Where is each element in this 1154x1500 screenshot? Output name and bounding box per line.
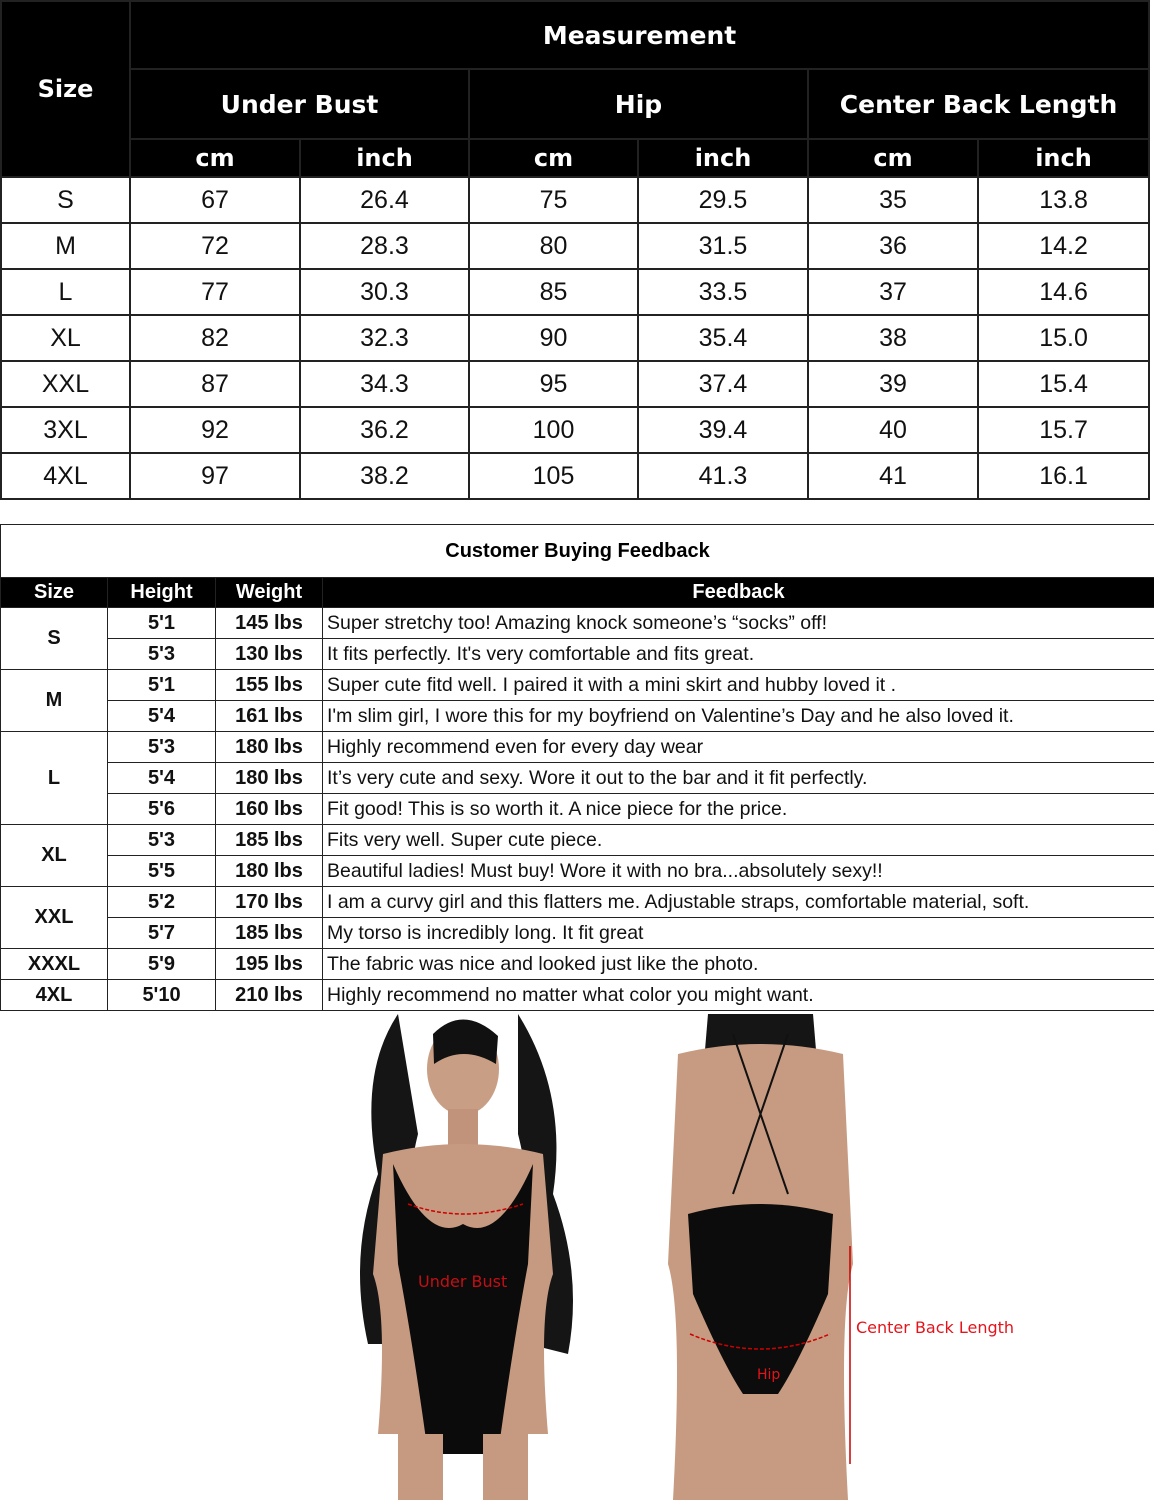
center-back-inch-cell: 14.6 [978, 269, 1149, 315]
feedback-row [1, 887, 1154, 918]
model-front-photo [338, 1014, 590, 1500]
feedback-weight-cell: 180 lbs [216, 763, 323, 794]
feedback-weight-cell: 195 lbs [216, 949, 323, 980]
measurement-row [1, 223, 1149, 269]
feedback-height-cell: 5'4 [108, 701, 216, 732]
under-bust-inch-cell: 32.3 [300, 315, 469, 361]
measurement-row [1, 315, 1149, 361]
feedback-height-cell: 5'3 [108, 825, 216, 856]
feedback-row [1, 701, 1154, 732]
feedback-weight-cell: 145 lbs [216, 608, 323, 639]
hip-inch-cell: 31.5 [638, 223, 808, 269]
center-back-inch-cell: 14.2 [978, 223, 1149, 269]
size-cell: L [1, 269, 130, 315]
feedback-text-cell: It fits perfectly. It's very comfortable and fits great. [323, 639, 1154, 670]
feedback-size-cell: XXXL [1, 949, 108, 980]
measurement-row [1, 177, 1149, 223]
under-bust-cm-cell: 92 [130, 407, 300, 453]
center-back-length-header: Center Back Length [808, 69, 1149, 139]
model-front-illustration [338, 1014, 590, 1500]
feedback-height-cell: 5'1 [108, 608, 216, 639]
feedback-weight-cell: 155 lbs [216, 670, 323, 701]
center-back-cm-cell: 38 [808, 315, 978, 361]
feedback-height-cell: 5'1 [108, 670, 216, 701]
feedback-row [1, 794, 1154, 825]
feedback-weight-cell: 130 lbs [216, 639, 323, 670]
size-column-header: Size [1, 1, 130, 177]
feedback-size-cell: 4XL [1, 980, 108, 1011]
measurement-title: Measurement [130, 1, 1149, 69]
under-bust-cm-cell: 82 [130, 315, 300, 361]
feedback-row [1, 825, 1154, 856]
hip-inch-cell: 37.4 [638, 361, 808, 407]
measurement-row [1, 269, 1149, 315]
feedback-height-cell: 5'5 [108, 856, 216, 887]
under-bust-inch-cell: 36.2 [300, 407, 469, 453]
hip-inch-cell: 33.5 [638, 269, 808, 315]
feedback-text-cell: Fit good! This is so worth it. A nice piece for the price. [323, 794, 1154, 825]
under-bust-cm-cell: 97 [130, 453, 300, 499]
feedback-size-cell: L [1, 732, 108, 825]
feedback-text-cell: My torso is incredibly long. It fit great [323, 918, 1154, 949]
center-back-cm-cell: 37 [808, 269, 978, 315]
feedback-size-cell: XXL [1, 887, 108, 949]
feedback-weight-cell: 161 lbs [216, 701, 323, 732]
center-back-cm-cell: 36 [808, 223, 978, 269]
measurement-row [1, 453, 1149, 499]
size-cell: S [1, 177, 130, 223]
hip-annotation: Hip [757, 1367, 781, 1383]
model-back-photo [648, 1014, 872, 1500]
feedback-height-cell: 5'2 [108, 887, 216, 918]
hip-inch-cell: 39.4 [638, 407, 808, 453]
feedback-title: Customer Buying Feedback [1, 525, 1154, 578]
unit-header-cm: cm [469, 139, 638, 177]
center-back-cm-cell: 40 [808, 407, 978, 453]
feedback-row [1, 639, 1154, 670]
center-back-cm-cell: 41 [808, 453, 978, 499]
center-back-inch-cell: 13.8 [978, 177, 1149, 223]
feedback-text-cell: I'm slim girl, I wore this for my boyfriend on Valentine’s Day and he also loved it. [323, 701, 1154, 732]
feedback-text-cell: Beautiful ladies! Must buy! Wore it with no bra...absolutely sexy!! [323, 856, 1154, 887]
feedback-size-header: Size [1, 578, 108, 608]
under-bust-cm-cell: 77 [130, 269, 300, 315]
center-back-inch-cell: 15.4 [978, 361, 1149, 407]
feedback-row [1, 949, 1154, 980]
measurement-table [0, 0, 1150, 500]
feedback-text-cell: Highly recommend even for every day wear [323, 732, 1154, 763]
center-back-cm-cell: 35 [808, 177, 978, 223]
measurement-row [1, 361, 1149, 407]
under-bust-inch-cell: 26.4 [300, 177, 469, 223]
feedback-text-cell: Fits very well. Super cute piece. [323, 825, 1154, 856]
feedback-size-cell: S [1, 608, 108, 670]
feedback-height-cell: 5'3 [108, 732, 216, 763]
under-bust-cm-cell: 72 [130, 223, 300, 269]
feedback-size-cell: XL [1, 825, 108, 887]
unit-header-cm: cm [130, 139, 300, 177]
unit-header-inch: inch [978, 139, 1149, 177]
under-bust-inch-cell: 34.3 [300, 361, 469, 407]
hip-inch-cell: 41.3 [638, 453, 808, 499]
feedback-height-cell: 5'3 [108, 639, 216, 670]
feedback-text-cell: Super stretchy too! Amazing knock someone’s “socks” off! [323, 608, 1154, 639]
feedback-weight-cell: 160 lbs [216, 794, 323, 825]
size-cell: XXL [1, 361, 130, 407]
feedback-size-cell: M [1, 670, 108, 732]
feedback-weight-header: Weight [216, 578, 323, 608]
center-back-cm-cell: 39 [808, 361, 978, 407]
under-bust-annotation: Under Bust [418, 1272, 508, 1291]
feedback-row [1, 856, 1154, 887]
center-back-inch-cell: 16.1 [978, 453, 1149, 499]
hip-cm-cell: 100 [469, 407, 638, 453]
feedback-height-cell: 5'6 [108, 794, 216, 825]
feedback-row [1, 980, 1154, 1011]
feedback-text-cell: I am a curvy girl and this flatters me. Adjustable straps, comfortable material, soft. [323, 887, 1154, 918]
center-back-length-annotation: Center Back Length [856, 1318, 1015, 1337]
unit-header-inch: inch [638, 139, 808, 177]
customer-feedback-table [0, 524, 1154, 1011]
feedback-row [1, 608, 1154, 639]
center-back-inch-cell: 15.0 [978, 315, 1149, 361]
under-bust-header: Under Bust [130, 69, 469, 139]
feedback-weight-cell: 185 lbs [216, 918, 323, 949]
measurement-row [1, 407, 1149, 453]
feedback-weight-cell: 185 lbs [216, 825, 323, 856]
feedback-row [1, 732, 1154, 763]
feedback-text-cell: Highly recommend no matter what color you might want. [323, 980, 1154, 1011]
feedback-height-cell: 5'4 [108, 763, 216, 794]
feedback-row [1, 763, 1154, 794]
hip-cm-cell: 105 [469, 453, 638, 499]
feedback-weight-cell: 210 lbs [216, 980, 323, 1011]
hip-cm-cell: 85 [469, 269, 638, 315]
feedback-text-cell: The fabric was nice and looked just like the photo. [323, 949, 1154, 980]
under-bust-cm-cell: 67 [130, 177, 300, 223]
size-cell: 4XL [1, 453, 130, 499]
under-bust-inch-cell: 30.3 [300, 269, 469, 315]
feedback-height-cell: 5'9 [108, 949, 216, 980]
unit-header-cm: cm [808, 139, 978, 177]
size-cell: XL [1, 315, 130, 361]
hip-inch-cell: 29.5 [638, 177, 808, 223]
feedback-height-cell: 5'7 [108, 918, 216, 949]
hip-cm-cell: 80 [469, 223, 638, 269]
feedback-weight-cell: 180 lbs [216, 856, 323, 887]
hip-header: Hip [469, 69, 808, 139]
model-back-illustration [648, 1014, 872, 1500]
feedback-height-cell: 5'10 [108, 980, 216, 1011]
size-cell: M [1, 223, 130, 269]
feedback-text-cell: Super cute fitd well. I paired it with a mini skirt and hubby loved it . [323, 670, 1154, 701]
hip-cm-cell: 75 [469, 177, 638, 223]
center-back-inch-cell: 15.7 [978, 407, 1149, 453]
feedback-height-header: Height [108, 578, 216, 608]
feedback-text-cell: It’s very cute and sexy. Wore it out to the bar and it fit perfectly. [323, 763, 1154, 794]
size-cell: 3XL [1, 407, 130, 453]
hip-inch-cell: 35.4 [638, 315, 808, 361]
hip-cm-cell: 95 [469, 361, 638, 407]
hip-cm-cell: 90 [469, 315, 638, 361]
feedback-weight-cell: 180 lbs [216, 732, 323, 763]
feedback-weight-cell: 170 lbs [216, 887, 323, 918]
feedback-text-header: Feedback [323, 578, 1154, 608]
under-bust-inch-cell: 28.3 [300, 223, 469, 269]
under-bust-inch-cell: 38.2 [300, 453, 469, 499]
under-bust-cm-cell: 87 [130, 361, 300, 407]
unit-header-inch: inch [300, 139, 469, 177]
feedback-row [1, 670, 1154, 701]
feedback-row [1, 918, 1154, 949]
